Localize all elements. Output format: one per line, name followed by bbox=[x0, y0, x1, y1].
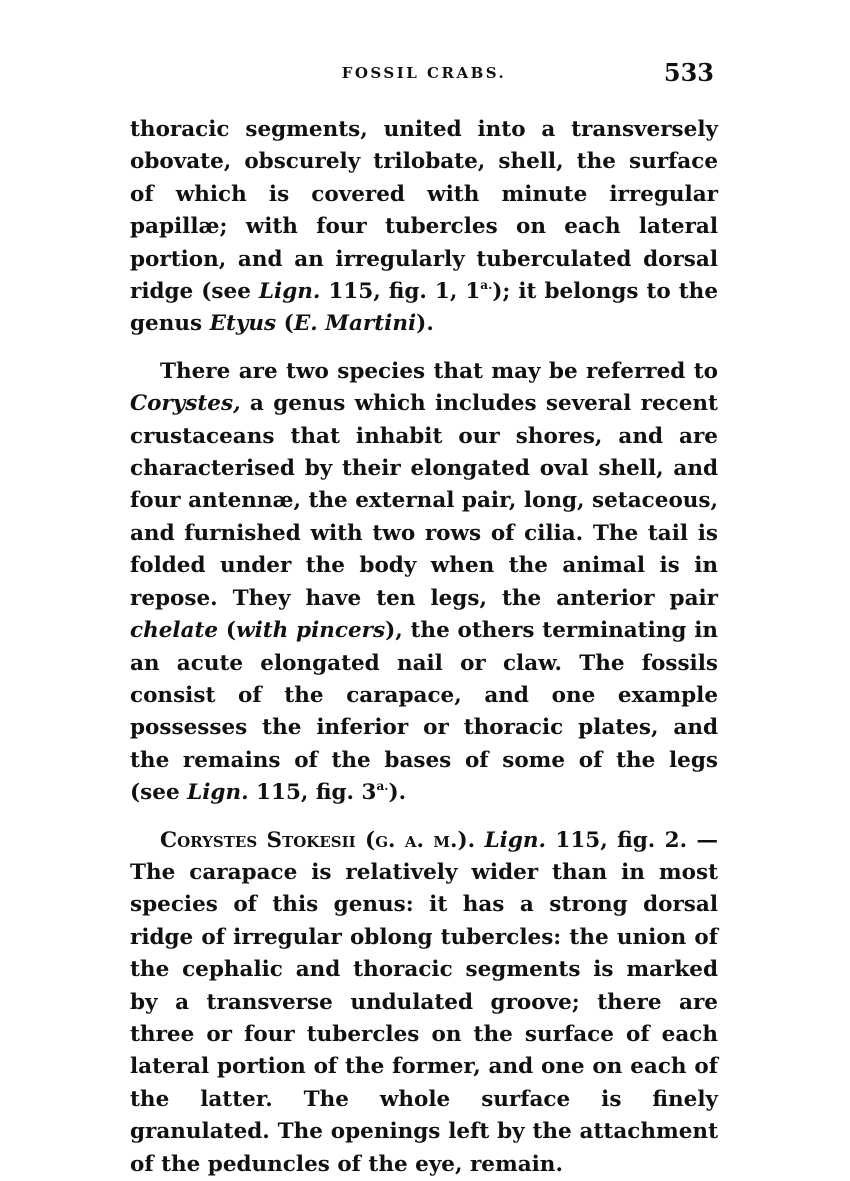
species-name: E. Martini bbox=[293, 311, 417, 337]
text-run: ); it belongs to the genus bbox=[130, 279, 718, 337]
species-heading: Corystes Stokesii bbox=[160, 827, 356, 853]
term-pincers: with pincers bbox=[236, 618, 386, 644]
page-number: 533 bbox=[663, 58, 714, 87]
page-header bbox=[130, 58, 718, 94]
text-run: ( bbox=[355, 827, 376, 853]
lignite-reference: Lign. bbox=[484, 827, 546, 853]
lignite-reference: Lign. bbox=[187, 780, 249, 806]
paragraph-corystes bbox=[130, 356, 718, 810]
text-run: There are two species that may be referred to bbox=[160, 358, 718, 384]
text-run: 115, fig. 2. —The carapace is relatively wider than in most species of this genus: it has a strong dorsal ridge of irregular oblong tubercles: the union of the cephalic and thoracic segments is marked by a transverse undulated groove; there are three or four tubercles on the surface of each lateral portion of the former, and one on each of the latter. The whole surface is finely granulated. The openings left by the attachment of the peduncles of the eye, remain. bbox=[130, 827, 718, 1177]
genus-name: Corystes, bbox=[130, 391, 241, 417]
text-run: ( bbox=[218, 618, 237, 644]
paragraph-etyus bbox=[130, 114, 718, 341]
author-abbreviation: g. a. m. bbox=[375, 827, 458, 853]
text-run: ). bbox=[457, 827, 485, 853]
text-run: thoracic segments, united into a transversely obovate, obscurely trilobate, shell, the surface of which is covered with minute irregular papillæ; with four tubercles on each lateral portion, and an irregularly tuberculated dorsal ridge (see bbox=[130, 117, 718, 305]
text-run: 115, fig. 3 bbox=[248, 780, 377, 806]
text-run: 115, fig. 1, 1 bbox=[320, 279, 481, 305]
text-run: a genus which includes several recent crustaceans that inhabit our shores, and are characterised by their elongated oval shell, and four antennæ, the external pair, long, setaceous, and furnished with two rows of cilia. The tail is folded under the body when the animal is in repose. They have ten legs, the anterior pair bbox=[130, 391, 718, 611]
text-run: ( bbox=[276, 311, 294, 337]
figure-superscript: a. bbox=[376, 779, 389, 794]
paragraph-corystes-stokesii bbox=[130, 825, 718, 1181]
term-chelate: chelate bbox=[130, 618, 219, 644]
figure-superscript: a. bbox=[480, 278, 493, 293]
text-run: ). bbox=[388, 780, 407, 806]
text-run: ). bbox=[416, 311, 434, 337]
genus-name: Etyus bbox=[209, 311, 277, 337]
text-run: ), the others terminating in an acute elongated nail or claw. The fossils consist of the carapace, and one example possesses the inferior or thoracic plates, and the remains of the bases of some of the legs (see bbox=[130, 618, 718, 806]
book-page bbox=[130, 58, 718, 1181]
running-head: FOSSIL CRABS. bbox=[341, 64, 507, 82]
lignite-reference: Lign. bbox=[258, 279, 321, 305]
